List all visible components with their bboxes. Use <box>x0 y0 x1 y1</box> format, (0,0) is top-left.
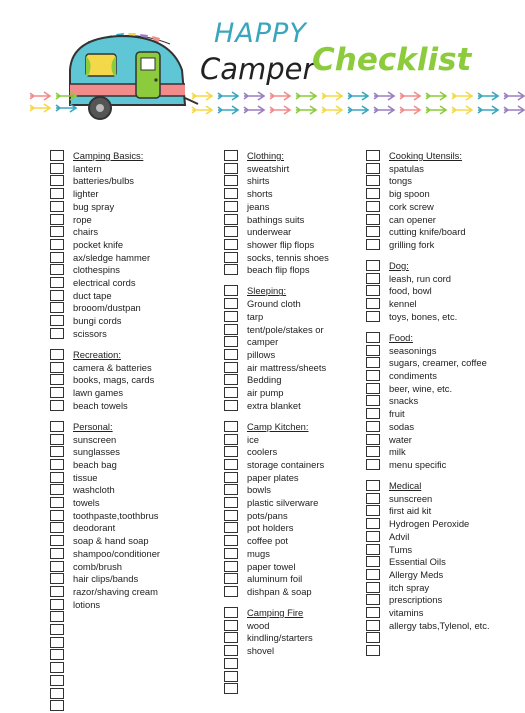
item-label: toothpaste,toothbrus <box>73 509 159 521</box>
item-label: rope <box>73 213 92 225</box>
section-heading: Camping Basics: <box>73 150 144 161</box>
checkbox[interactable] <box>50 561 64 572</box>
title-checklist: Checklist <box>312 42 472 78</box>
checkbox[interactable] <box>50 700 64 711</box>
item-label: scissors <box>73 327 107 339</box>
checkbox[interactable] <box>224 645 238 656</box>
arrow-ornament <box>270 106 290 114</box>
item-label: shirts <box>247 175 270 187</box>
checkbox[interactable] <box>366 298 380 309</box>
item-label: tent/pole/stakes or <box>247 323 324 335</box>
item-label: beach flip flops <box>247 264 310 276</box>
item-label: aluminum foil <box>247 573 303 585</box>
item-label: pot holders <box>247 522 294 534</box>
item-label: lotions <box>73 598 101 610</box>
section-heading: Cooking Utensils: <box>389 150 462 161</box>
item-label: lighter <box>73 188 99 200</box>
checkbox[interactable] <box>366 163 380 174</box>
checkbox[interactable] <box>366 150 380 161</box>
arrow-ornament <box>296 106 316 114</box>
checkbox[interactable] <box>366 239 380 250</box>
item-label: Allergy Meds <box>389 568 444 580</box>
checkbox[interactable] <box>366 357 380 368</box>
item-label: itch spray <box>389 581 430 593</box>
checkbox[interactable] <box>50 624 64 635</box>
checkbox[interactable] <box>366 434 380 445</box>
item-label: cork screw <box>389 200 434 212</box>
item-label: milk <box>389 446 406 458</box>
checkbox[interactable] <box>366 345 380 356</box>
checkbox[interactable] <box>366 273 380 284</box>
checkbox[interactable] <box>224 620 238 631</box>
checkbox[interactable] <box>50 290 64 301</box>
checkbox[interactable] <box>224 561 238 572</box>
arrow-ornament <box>244 106 264 114</box>
checkbox[interactable] <box>50 175 64 186</box>
item-label: ax/sledge hammer <box>73 251 151 263</box>
checkbox[interactable] <box>224 586 238 597</box>
checkbox[interactable] <box>224 522 238 533</box>
checkbox[interactable] <box>224 226 238 237</box>
item-label: sunglasses <box>73 446 120 458</box>
item-label: deodorant <box>73 522 116 534</box>
item-label: socks, tennis shoes <box>247 251 329 263</box>
arrow-ornament <box>426 92 446 100</box>
item-label: camera & batteries <box>73 361 152 373</box>
item-label: chairs <box>73 226 99 238</box>
item-label: sodas <box>389 420 415 432</box>
checkbox[interactable] <box>224 201 238 212</box>
section-heading: Dog: <box>389 260 409 271</box>
item-label: shovel <box>247 645 275 657</box>
arrow-ornament <box>374 92 394 100</box>
arrow-ornament <box>400 106 420 114</box>
checkbox[interactable] <box>224 607 238 618</box>
checkbox[interactable] <box>50 484 64 495</box>
checkbox[interactable] <box>50 434 64 445</box>
item-label: tarp <box>247 310 264 322</box>
item-label: washcloth <box>73 484 115 496</box>
item-label: razor/shaving cream <box>73 585 158 597</box>
checkbox[interactable] <box>224 421 238 432</box>
title-happy: HAPPY <box>214 18 307 49</box>
checkbox[interactable] <box>50 400 64 411</box>
checkbox[interactable] <box>224 285 238 296</box>
arrow-ornament <box>322 106 342 114</box>
checkbox[interactable] <box>224 434 238 445</box>
checkbox[interactable] <box>50 252 64 263</box>
arrow-ornament <box>56 104 76 112</box>
checkbox[interactable] <box>50 497 64 508</box>
item-label: bathings suits <box>247 213 305 225</box>
checkbox[interactable] <box>224 336 238 347</box>
checkbox[interactable] <box>50 226 64 237</box>
checkbox[interactable] <box>366 175 380 186</box>
checkbox[interactable] <box>366 531 380 542</box>
checkbox[interactable] <box>366 395 380 406</box>
checkbox[interactable] <box>224 472 238 483</box>
checkbox[interactable] <box>366 556 380 567</box>
arrow-ornament <box>322 92 342 100</box>
item-label: can opener <box>389 213 436 225</box>
arrow-ornament <box>478 106 498 114</box>
checkbox[interactable] <box>50 649 64 660</box>
item-label: water <box>389 433 412 445</box>
item-label: coffee pot <box>247 535 289 547</box>
item-label: pillows <box>247 348 276 360</box>
checkbox[interactable] <box>224 349 238 360</box>
checkbox[interactable] <box>366 518 380 529</box>
item-label: first aid kit <box>389 505 432 517</box>
item-label: jeans <box>247 200 270 212</box>
checkbox[interactable] <box>50 459 64 470</box>
item-label: mugs <box>247 547 270 559</box>
checkbox[interactable] <box>50 239 64 250</box>
item-label: shampoo/conditioner <box>73 547 161 559</box>
checkbox[interactable] <box>366 421 380 432</box>
checkbox[interactable] <box>366 332 380 343</box>
item-label: lantern <box>73 162 102 174</box>
checkbox[interactable] <box>50 637 64 648</box>
checkbox[interactable] <box>224 387 238 398</box>
arrow-ornament <box>426 106 446 114</box>
item-label: underwear <box>247 226 292 238</box>
arrow-ornament <box>244 92 264 100</box>
checkbox[interactable] <box>224 298 238 309</box>
item-label: condiments <box>389 370 437 381</box>
item-label: bowls <box>247 484 271 496</box>
item-label: tongs <box>389 175 412 187</box>
item-label: Advil <box>389 530 410 542</box>
checkbox[interactable] <box>50 573 64 584</box>
item-label: allergy tabs,Tylenol, etc. <box>389 619 490 631</box>
checkbox[interactable] <box>366 408 380 419</box>
checkbox[interactable] <box>50 586 64 597</box>
item-label: toys, bones, etc. <box>389 310 458 322</box>
arrow-ornament <box>478 92 498 100</box>
checkbox[interactable] <box>224 252 238 263</box>
item-label: seasonings <box>389 344 437 356</box>
item-label: kindling/starters <box>247 632 313 644</box>
section-heading: Medical <box>389 480 422 491</box>
item-label: cutting knife/board <box>389 226 466 238</box>
checkbox[interactable] <box>224 311 238 322</box>
item-label: plastic silverware <box>247 497 319 508</box>
item-label: air pump <box>247 387 284 398</box>
checkbox[interactable] <box>50 662 64 673</box>
checkbox[interactable] <box>224 175 238 186</box>
checkbox[interactable] <box>366 214 380 225</box>
item-label: towels <box>73 497 100 508</box>
item-label: sunscreen <box>389 492 433 504</box>
item-label: big spoon <box>389 188 430 200</box>
arrow-ornament <box>400 92 420 100</box>
checkbox[interactable] <box>50 374 64 385</box>
checkbox[interactable] <box>224 163 238 174</box>
arrow-ornament <box>218 106 238 114</box>
checkbox[interactable] <box>50 611 64 622</box>
item-label: camper <box>247 336 279 348</box>
checkbox[interactable] <box>224 484 238 495</box>
checkbox[interactable] <box>224 510 238 521</box>
item-label: pocket knife <box>73 238 124 250</box>
item-label: bungi cords <box>73 315 122 327</box>
item-label: Ground cloth <box>247 298 301 310</box>
arrow-ornament <box>30 92 50 100</box>
checkbox[interactable] <box>224 573 238 584</box>
item-label: Essential Oils <box>389 556 446 568</box>
checkbox[interactable] <box>50 214 64 225</box>
item-label: menu specific <box>389 458 447 470</box>
checkbox[interactable] <box>366 569 380 580</box>
item-label: shower flip flops <box>247 238 315 250</box>
item-label: duct tape <box>73 289 112 301</box>
checkbox[interactable] <box>366 260 380 271</box>
section-heading: Food: <box>389 331 413 343</box>
checkbox[interactable] <box>50 387 64 398</box>
item-label: extra blanket <box>247 399 301 411</box>
item-label: soap & hand soap <box>73 535 149 547</box>
item-label: sunscreen <box>73 433 117 445</box>
checkbox[interactable] <box>366 188 380 199</box>
item-label: fruit <box>389 408 405 420</box>
checkbox[interactable] <box>366 285 380 296</box>
item-label: brooom/dustpan <box>73 302 141 314</box>
checkbox[interactable] <box>366 383 380 394</box>
arrow-ornament <box>374 106 394 114</box>
section-heading: Sleeping: <box>247 285 287 297</box>
checkbox[interactable] <box>50 510 64 521</box>
checkbox[interactable] <box>50 201 64 212</box>
checkbox[interactable] <box>224 400 238 411</box>
checkbox[interactable] <box>366 493 380 504</box>
checkbox[interactable] <box>50 302 64 313</box>
checkbox[interactable] <box>50 472 64 483</box>
checkbox[interactable] <box>50 675 64 686</box>
item-label: coolers <box>247 446 278 458</box>
checkbox[interactable] <box>224 362 238 373</box>
checkbox[interactable] <box>224 683 238 694</box>
item-label: shorts <box>247 188 273 200</box>
checkbox[interactable] <box>50 548 64 559</box>
section-heading: Clothing: <box>247 150 285 161</box>
item-label: beach towels <box>73 399 128 411</box>
checkbox[interactable] <box>366 632 380 643</box>
checkbox[interactable] <box>224 239 238 250</box>
checkbox[interactable] <box>366 582 380 593</box>
arrow-ornament <box>192 106 212 114</box>
item-label: Tums <box>389 543 413 555</box>
arrow-ornament <box>452 92 472 100</box>
item-label: ice <box>247 433 259 445</box>
arrow-ornament <box>452 106 472 114</box>
section-heading: Recreation: <box>73 348 121 360</box>
item-label: prescriptions <box>389 594 443 606</box>
checkbox[interactable] <box>224 214 238 225</box>
header <box>0 0 525 140</box>
item-label: lawn games <box>73 387 124 398</box>
item-label: hair clips/bands <box>73 573 139 585</box>
checkbox[interactable] <box>366 201 380 212</box>
checkbox[interactable] <box>224 497 238 508</box>
item-label: dishpan & soap <box>247 585 312 597</box>
arrow-ornament <box>30 104 50 112</box>
checkbox[interactable] <box>224 459 238 470</box>
checkbox[interactable] <box>224 264 238 275</box>
item-label: comb/brush <box>73 560 122 572</box>
item-label: wood <box>247 619 270 631</box>
checkbox[interactable] <box>50 163 64 174</box>
checkbox[interactable] <box>224 188 238 199</box>
item-label: beach bag <box>73 458 117 470</box>
checkbox[interactable] <box>366 645 380 656</box>
item-label: pots/pans <box>247 509 288 521</box>
item-label: paper plates <box>247 471 299 483</box>
arrow-ornament <box>270 92 290 100</box>
checkbox[interactable] <box>366 446 380 457</box>
checkbox[interactable] <box>224 632 238 643</box>
arrow-ornament <box>348 106 368 114</box>
arrow-ornament <box>504 106 524 114</box>
item-label: kennel <box>389 298 417 310</box>
checkbox[interactable] <box>224 150 238 161</box>
item-label: sugars, creamer, coffee <box>389 357 487 369</box>
item-label: electrical cords <box>73 277 136 288</box>
item-label: storage containers <box>247 458 325 470</box>
item-label: Bedding <box>247 374 282 386</box>
checkbox[interactable] <box>366 480 380 491</box>
section-heading: Personal: <box>73 420 113 432</box>
item-label: vitamins <box>389 607 424 618</box>
item-label: food, bowl <box>389 285 432 297</box>
arrow-ornament <box>504 92 524 100</box>
arrow-ornament <box>296 92 316 100</box>
section-heading: Camping Fire <box>247 607 304 618</box>
checkbox[interactable] <box>224 374 238 385</box>
checkbox[interactable] <box>366 607 380 618</box>
checkbox[interactable] <box>366 544 380 555</box>
checkbox[interactable] <box>50 421 64 432</box>
checkbox[interactable] <box>50 349 64 360</box>
item-label: leash, run cord <box>389 272 452 284</box>
checkbox[interactable] <box>366 505 380 516</box>
item-label: bug spray <box>73 200 115 212</box>
arrow-ornament <box>56 92 76 100</box>
arrow-ornament <box>192 92 212 100</box>
checkbox[interactable] <box>50 535 64 546</box>
checkbox[interactable] <box>224 446 238 457</box>
checkbox[interactable] <box>50 522 64 533</box>
item-label: tissue <box>73 471 98 483</box>
arrow-ornament <box>348 92 368 100</box>
item-label: paper towel <box>247 560 296 572</box>
checkbox[interactable] <box>224 658 238 669</box>
checkbox[interactable] <box>224 324 238 335</box>
item-label: batteries/bulbs <box>73 175 134 187</box>
checkbox[interactable] <box>50 264 64 275</box>
checkbox[interactable] <box>50 188 64 199</box>
item-label: beer, wine, etc. <box>389 382 453 394</box>
arrow-ornament <box>218 92 238 100</box>
checkbox[interactable] <box>50 599 64 610</box>
checkbox[interactable] <box>50 688 64 699</box>
section-heading: Camp Kitchen: <box>247 420 309 432</box>
checkbox[interactable] <box>50 362 64 373</box>
item-label: books, mags, cards <box>73 374 155 386</box>
checkbox[interactable] <box>366 594 380 605</box>
checkbox[interactable] <box>366 370 380 381</box>
checkbox[interactable] <box>50 328 64 339</box>
item-label: snacks <box>389 395 419 407</box>
checkbox[interactable] <box>224 535 238 546</box>
item-label: Hydrogen Peroxide <box>389 518 470 530</box>
title-camper: Camper <box>200 52 315 86</box>
checkbox[interactable] <box>366 459 380 470</box>
item-label: spatulas <box>389 162 424 174</box>
item-label: grilling fork <box>389 238 435 250</box>
item-label: sweatshirt <box>247 162 290 174</box>
checkbox[interactable] <box>50 446 64 457</box>
checkbox[interactable] <box>366 620 380 631</box>
checkbox[interactable] <box>366 226 380 237</box>
checkbox[interactable] <box>224 548 238 559</box>
checkbox[interactable] <box>366 311 380 322</box>
item-label: clothespins <box>73 264 120 276</box>
checkbox[interactable] <box>50 277 64 288</box>
item-label: air mattress/sheets <box>247 361 327 373</box>
checkbox[interactable] <box>50 150 64 161</box>
checkbox[interactable] <box>50 315 64 326</box>
